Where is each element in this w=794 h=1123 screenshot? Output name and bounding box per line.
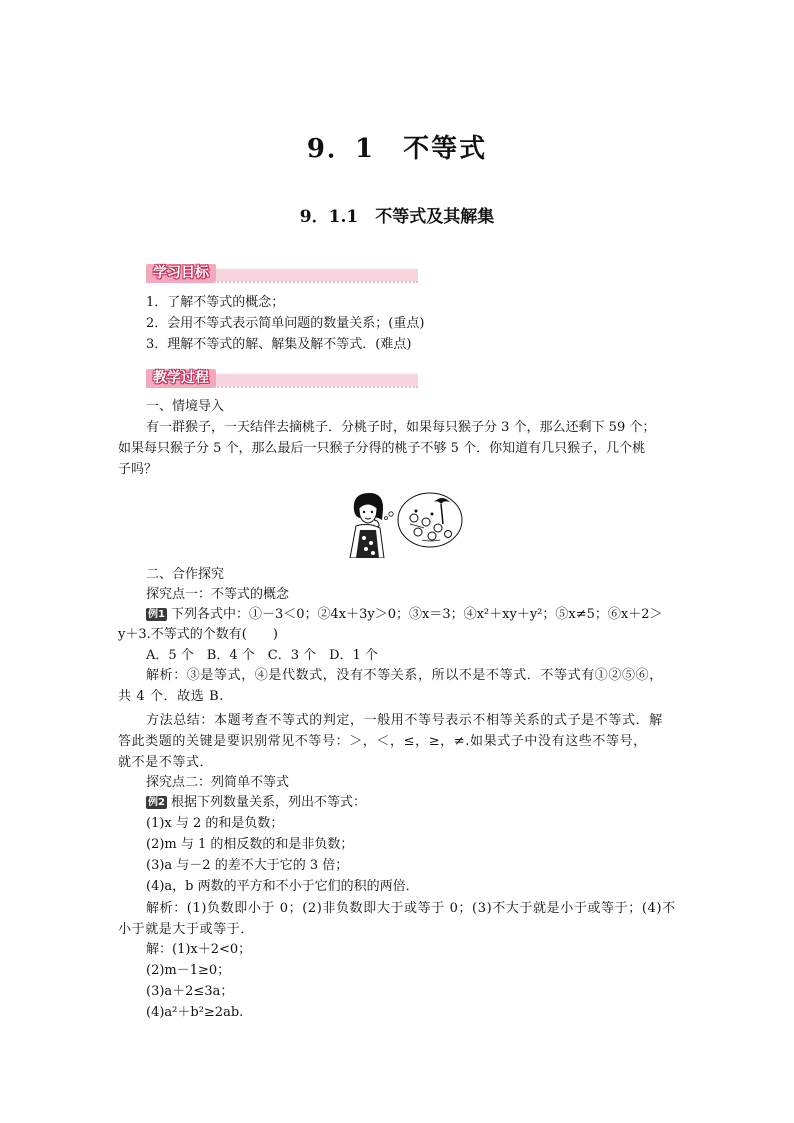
example1-badge: 例1 bbox=[148, 609, 165, 620]
process-banner bbox=[146, 367, 418, 388]
document-page: 9．1 不等式 9．1.1 不等式及其解集 学习目标 1．了解不等式的概念； 2．会用不等式表示简单问题的数量关系；(重点) 3．理解不等式的解、解集及解不等式．(难点) 教学过程 一、情境导入 有一群猴子，一天结伴去摘桃子．分桃子时，如果每只猴子分 3 个，那么还剩下 59 个； 如果每只猴子分 5 个，那么最后一只猴子分得的桃子不够 5 个．你知道有几只猴子，几个桃 子吗？ 二、合作探究 探究点一：不等式的概念 例1 下列各式中：①－3＜0；②4x＋3y＞0；③x＝3；④x²＋xy＋y²；⑤x≠5；⑥x＋2＞ y＋3.不等式的个数有( ) A．5 个 B．4 个 C．3 个 D．1 个 解析：③是等式，④是代数式，没有不等关系，所以不是不等式．不等式有①②⑤⑥， 共 4 个．故选 B. 方法总结：本题考查不等式的判定，一般用不等号表示不相等关系的式子是不等式．解 答此类题的关键是要识别常见不等号：＞，＜，≤，≥，≠.如果式子中没有这些不等号， 就不是不等式． 探究点二：列简单不等式 例2 根据下列数量关系，列出不等式： (1)x 与 2 的和是负数； (2)m 与 1 的相反数的和是非负数； (3)a 与－2 的差不大于它的 3 倍； (4)a，b 两数的平方和不小于它们的积的两倍． 解析：(1)负数即小于 0；(2)非负数即大于或等于 0；(3)不大于就是小于或等于；(4)不 小于就是大于或等于． 解：(1)x＋2<0； (2)m－1≥0； (3)a＋2≤3a； (4)a²＋b²≥2ab. bbox=[0, 0, 794, 1123]
objectives-banner bbox=[146, 262, 418, 283]
girl-thinking-illustration bbox=[346, 490, 464, 558]
section-subtitle: 9．1.1 不等式及其解集 bbox=[299, 207, 495, 227]
process-tag: 教学过程 bbox=[146, 369, 216, 388]
page-title: 9．1 不等式 bbox=[306, 134, 488, 164]
example2-badge: 例2 bbox=[148, 797, 165, 808]
objectives-tag: 学习目标 bbox=[146, 264, 216, 283]
